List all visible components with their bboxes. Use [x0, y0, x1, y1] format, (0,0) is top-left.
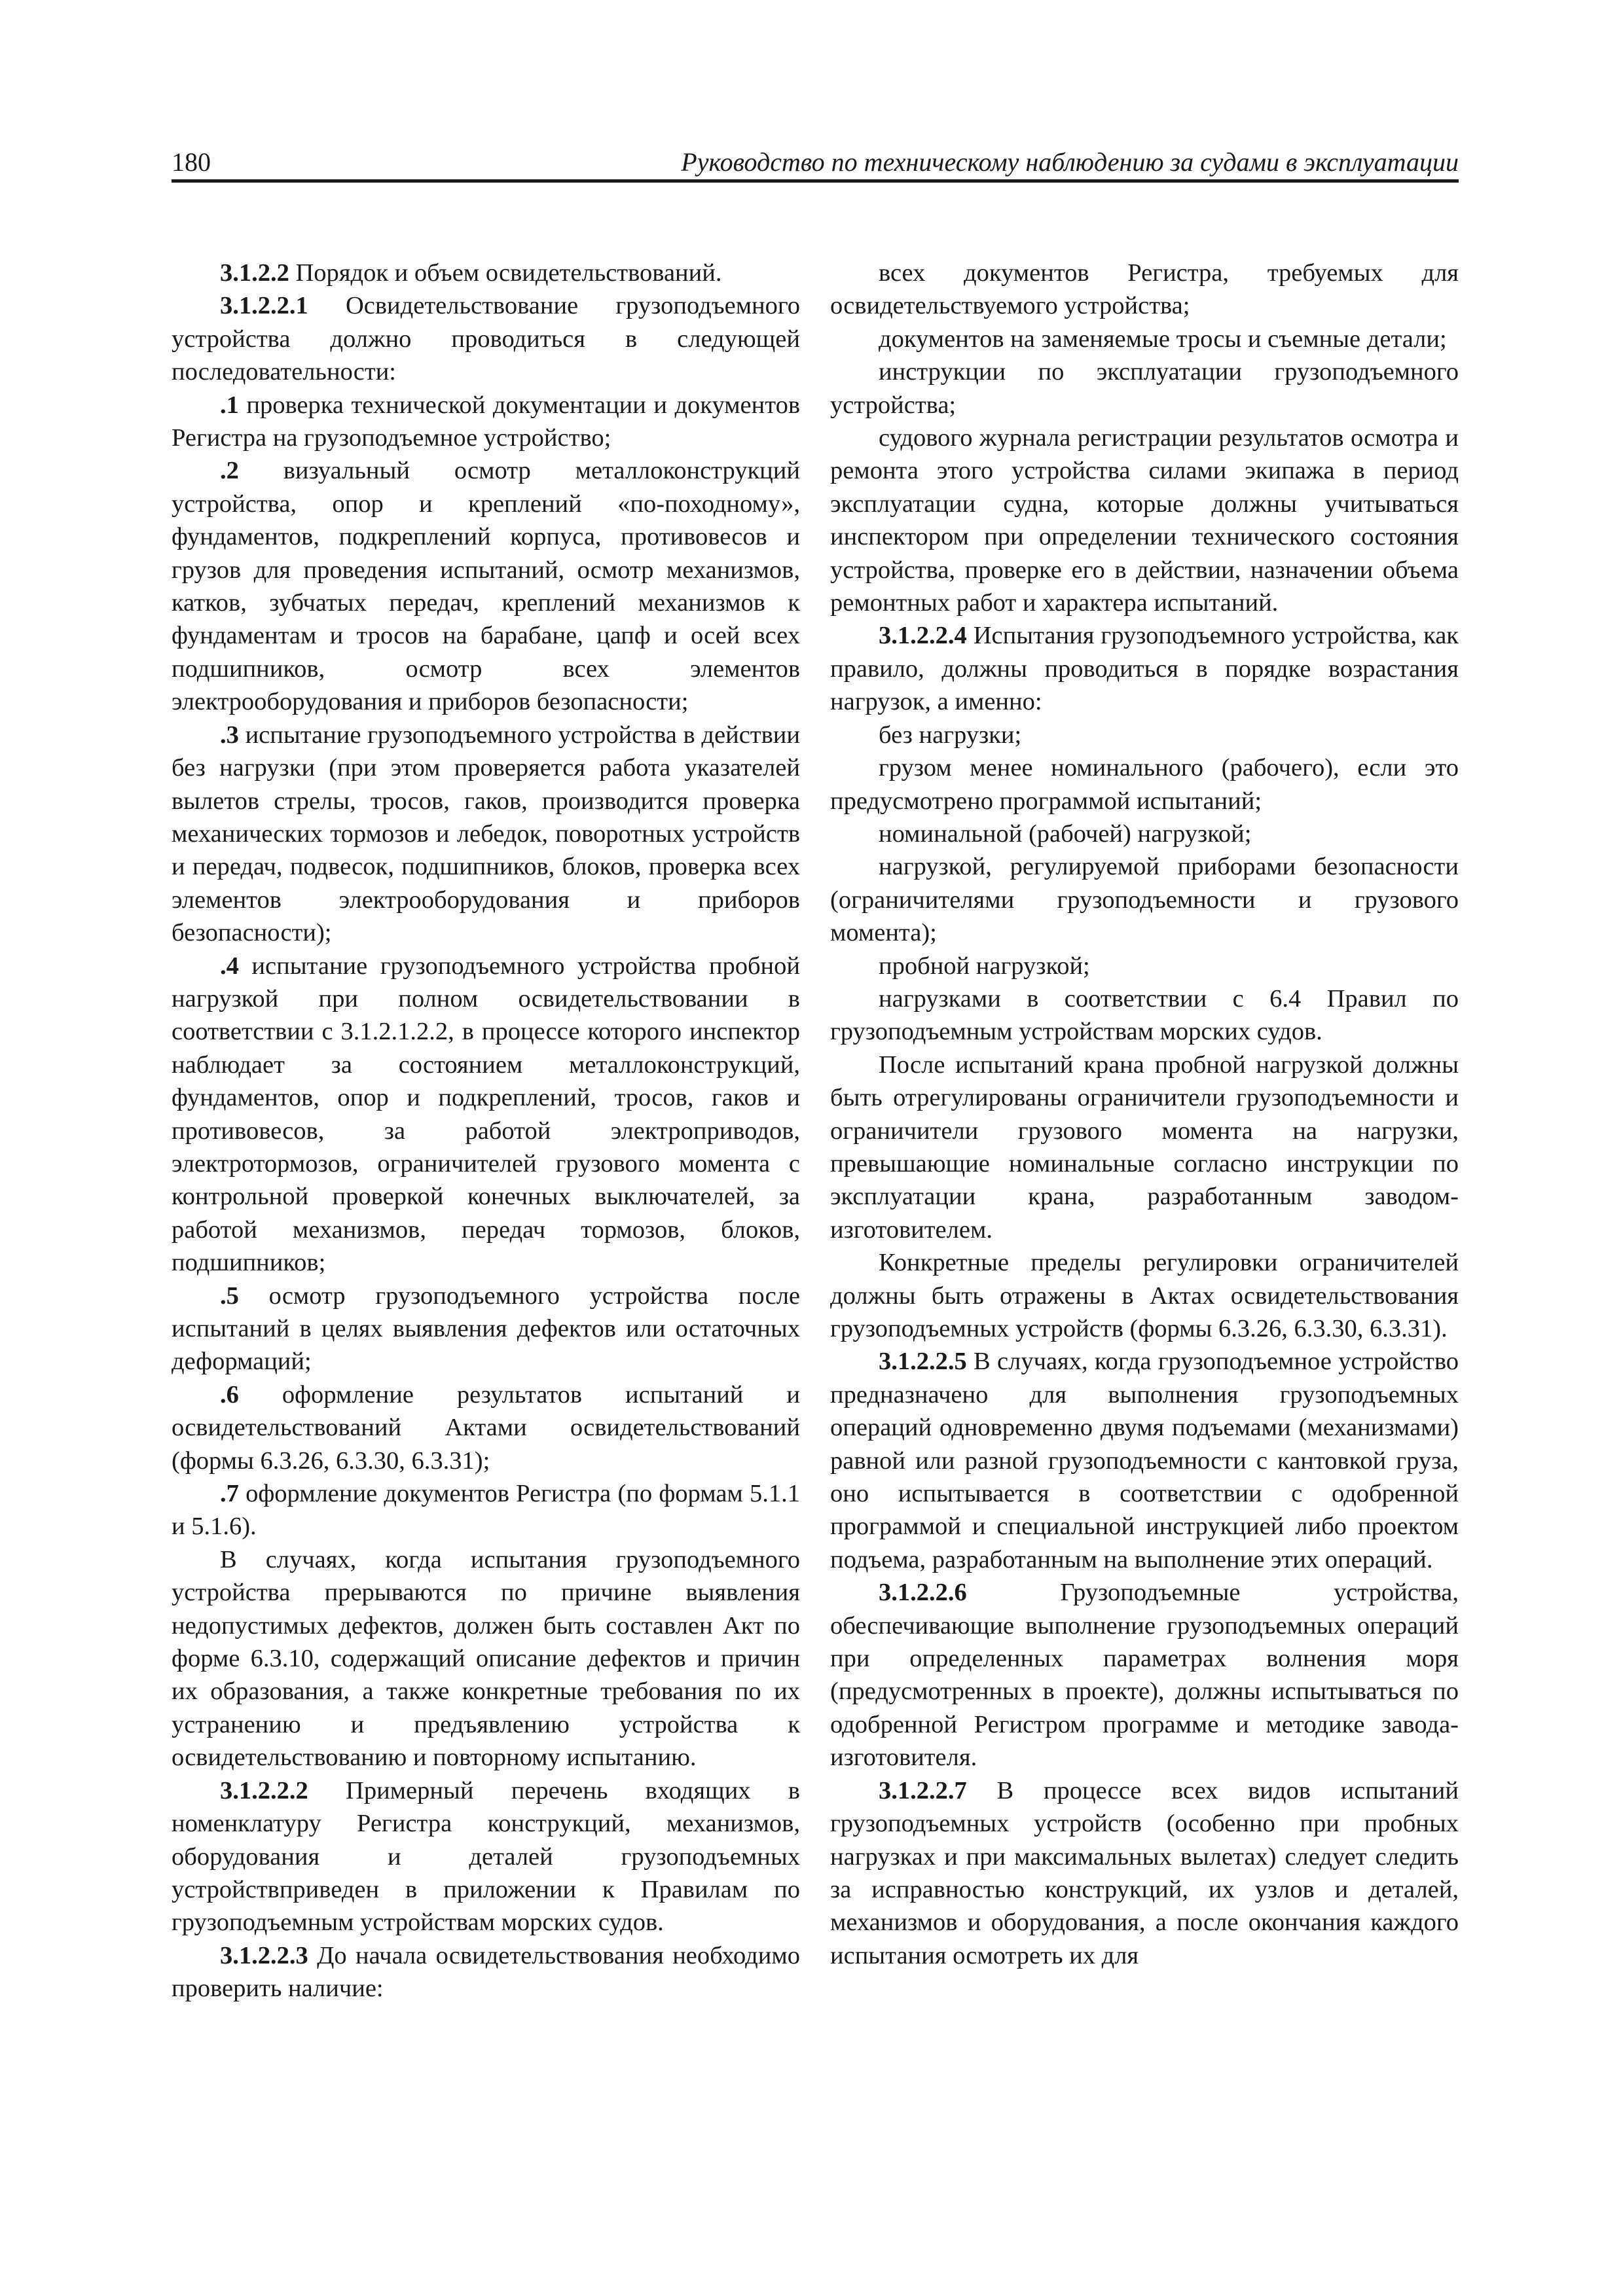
- paragraph-text: инструкции по эксплуатации грузоподъемного устройства;: [830, 358, 1459, 419]
- paragraph: [172, 1939, 800, 2005]
- paragraph-text: проверка технической документации и документов Регистра на грузоподъемное устройство;: [172, 391, 800, 452]
- list-marker: .2: [220, 457, 239, 485]
- paragraph: [830, 982, 1459, 1049]
- paragraph-text: пробной нагрузкой;: [879, 952, 1090, 980]
- paragraph-text: без нагрузки;: [879, 721, 1022, 749]
- paragraph-text: испытание грузоподъемного устройства пробной нагрузкой при полном освидетельствовании в соответствии с 3.1.2.1.2.2, в процессе которого инспектор наблюдает за состоянием металлоконструкций, фундаментов, опор и подкреплений, тросов, гаков и противовесов, за работой электроприводов, электротормозов, ограничителей грузового момента с контрольной проверкой конечных выключателей, за работой механизмов, передач тормозов, блоков, подшипников;: [172, 952, 800, 1277]
- paragraph: [830, 422, 1459, 619]
- paragraph: [172, 1543, 800, 1774]
- list-marker: .6: [220, 1380, 239, 1408]
- list-marker: .3: [220, 721, 239, 749]
- paragraph-text: Испытания грузоподъемного устройства, как правило, должны проводиться в порядке возрастания нагрузок, а именно:: [830, 622, 1459, 716]
- right-column: [830, 257, 1459, 1972]
- paragraph: [172, 289, 800, 388]
- paragraph-text: Освидетельствование грузоподъемного устройства должно проводиться в следующей последовательности:: [172, 292, 800, 386]
- clause-number: 3.1.2.2.6: [879, 1579, 967, 1607]
- paragraph-text: нагрузкой, регулируемой приборами безопасности (ограничителями грузоподъемности и грузового момента);: [830, 853, 1459, 947]
- paragraph-text: всех документов Регистра, требуемых для освидетельствуемого устройства;: [830, 259, 1459, 320]
- clause-number: 3.1.2.2.4: [879, 622, 967, 650]
- paragraph: [830, 850, 1459, 949]
- paragraph-text: Конкретные пределы регулировки ограничителей должны быть отражены в Актах освидетельствования грузоподъемных устройств (формы 6.3.26, 6.3.30, 6.3.31).: [830, 1249, 1459, 1342]
- paragraph-text: номинальной (рабочей) нагрузкой;: [879, 819, 1252, 848]
- paragraph-text: оформление документов Регистра (по формам 5.1.1 и 5.1.6).: [172, 1480, 800, 1541]
- list-item: [172, 1477, 800, 1543]
- list-item: [172, 1280, 800, 1378]
- paragraph-text: Грузоподъемные устройства, обеспечивающие выполнение грузоподъемных операций при определенных параметрах волнения моря (предусмотренных в проекте), должны испытываться по одобренной Регистром программе и методике завода-изготовителя.: [830, 1579, 1459, 1772]
- list-marker: .5: [220, 1282, 239, 1310]
- list-marker: .1: [220, 391, 239, 419]
- paragraph: [830, 1576, 1459, 1774]
- paragraph-text: документов на заменяемые тросы и съемные детали;: [879, 325, 1447, 353]
- clause-number: 3.1.2.2.1: [220, 292, 308, 320]
- page-number: 180: [172, 147, 211, 177]
- list-marker: .7: [220, 1480, 239, 1508]
- clause-number: 3.1.2.2.5: [879, 1348, 967, 1376]
- paragraph-text: Примерный перечень входящих в номенклатуру Регистра конструкций, механизмов, оборудования и деталей грузоподъемных устройствприведен в приложении к Правилам по грузоподъемным устройствам морских судов.: [172, 1776, 800, 1937]
- list-item: [172, 950, 800, 1280]
- paragraph-text: судового журнала регистрации результатов осмотра и ремонта этого устройства силами экипажа в период эксплуатации судна, которые должны учитываться инспектором при определении технического состояния устройства, проверке его в действии, назначении объема ремонтных работ и характера испытаний.: [830, 424, 1459, 617]
- list-marker: .4: [220, 952, 239, 980]
- list-item: [172, 389, 800, 455]
- clause-number: 3.1.2.2.3: [220, 1941, 308, 1969]
- page-header: [172, 145, 1459, 183]
- list-item: [172, 454, 800, 718]
- clause-number: 3.1.2.2.7: [879, 1776, 967, 1804]
- paragraph: [830, 719, 1459, 751]
- paragraph-text: В случаях, когда грузоподъемное устройство предназначено для выполнения грузоподъемных операций одновременно двумя подъемами (механизмами) равной или разной грузоподъемности с кантовкой груза, оно испытывается в соответствии с одобренной программой и специальной инструкцией либо проектом подъема, разработанным на выполнение этих операций.: [830, 1348, 1459, 1573]
- paragraph: [830, 1345, 1459, 1576]
- paragraph-text: После испытаний крана пробной нагрузкой должны быть отрегулированы ограничители грузоподъемности и ограничители грузового момента на нагрузки, превышающие номинальные согласно инструкции по эксплуатации крана, разработанным заводом-изготовителем.: [830, 1050, 1459, 1244]
- paragraph-text: осмотр грузоподъемного устройства после испытаний в целях выявления дефектов или остаточных деформаций;: [172, 1282, 800, 1376]
- paragraph-text: нагрузками в соответствии с 6.4 Правил по грузоподъемным устройствам морских судов.: [830, 984, 1459, 1046]
- paragraph: [830, 1246, 1459, 1345]
- paragraph: [830, 355, 1459, 422]
- paragraph-text: В случаях, когда испытания грузоподъемного устройства прерываются по причине выявления недопустимых дефектов, должен быть составлен Акт по форме 6.3.10, содержащий описание дефектов и причин их образования, а также конкретные требования по их устранению и предъявлению устройства к освидетельствованию и повторному испытанию.: [172, 1545, 800, 1772]
- paragraph: [830, 751, 1459, 817]
- paragraph: [172, 257, 800, 289]
- list-item: [172, 1378, 800, 1477]
- paragraph-text: В процессе всех видов испытаний грузоподъемных устройств (особенно при пробных нагрузках и при максимальных вылетах) следует следить за исправностью конструкций, их узлов и деталей, механизмов и оборудования, а после окончания каждого испытания осмотреть их для: [830, 1776, 1459, 1969]
- paragraph: [830, 323, 1459, 355]
- paragraph: [830, 950, 1459, 982]
- paragraph: [830, 817, 1459, 850]
- paragraph-text: испытание грузоподъемного устройства в действии без нагрузки (при этом проверяется работа указателей вылетов стрелы, тросов, гаков, производится проверка механических тормозов и лебедок, поворотных устройств и передач, подвесок, подшипников, блоков, проверка всех элементов электрооборудования и приборов безопасности);: [172, 721, 800, 947]
- clause-number: 3.1.2.2.2: [220, 1776, 308, 1804]
- paragraph-text: Порядок и объем освидетельствований.: [289, 259, 722, 287]
- paragraph: [830, 619, 1459, 718]
- clause-number: 3.1.2.2: [220, 259, 289, 287]
- paragraph: [830, 1774, 1459, 1972]
- paragraph-text: оформление результатов испытаний и освидетельствований Актами освидетельствований (формы 6.3.26, 6.3.30, 6.3.31);: [172, 1380, 800, 1475]
- left-column: [172, 257, 800, 2005]
- list-item: [172, 719, 800, 950]
- running-title: Руководство по техническому наблюдению за судами в эксплуатации: [681, 147, 1459, 177]
- paragraph: [830, 1049, 1459, 1246]
- paragraph-text: грузом менее номинального (рабочего), если это предусмотрено программой испытаний;: [830, 754, 1459, 815]
- paragraph-text: До начала освидетельствования необходимо проверить наличие:: [172, 1941, 800, 2003]
- paragraph: [172, 1774, 800, 1939]
- paragraph-text: визуальный осмотр металлоконструкций устройства, опор и креплений «по-походному», фундаментов, подкреплений корпуса, противовесов и грузов для проведения испытаний, осмотр механизмов, катков, зубчатых передач, креплений механизмов к фундаментам и тросов на барабане, цапф и осей всех подшипников, осмотр всех элементов электрооборудования и приборов безопасности;: [172, 457, 800, 716]
- paragraph: [830, 257, 1459, 323]
